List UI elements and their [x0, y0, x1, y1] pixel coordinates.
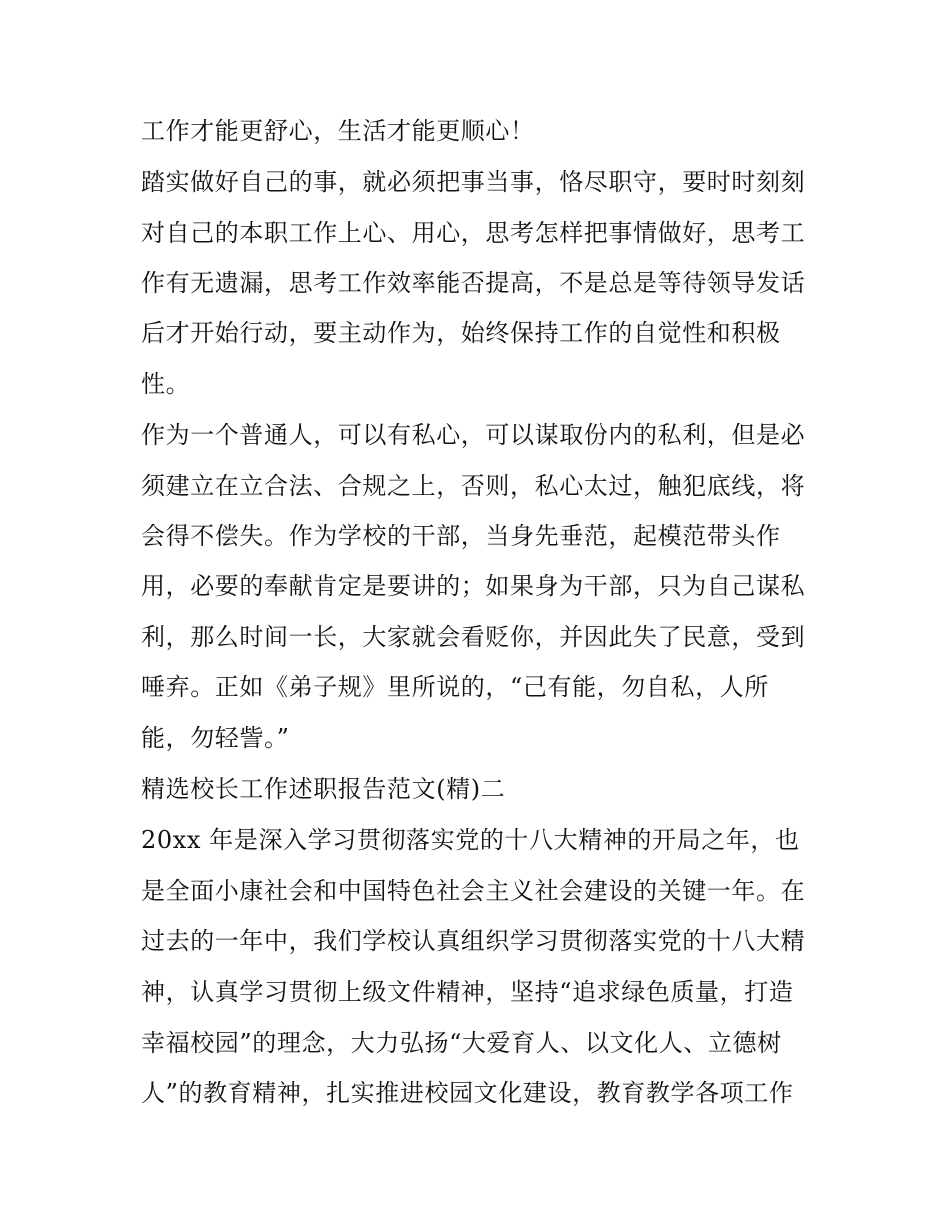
text-line: 是全面小康社会和中国特色社会主义社会建设的关键一年。在 [141, 877, 806, 905]
text-line: 人”的教育精神，扎实推进校园文化建设，教育教学各项工作 [141, 1079, 794, 1107]
text-line: 唾弃。正如《弟子规》里所说的，“己有能，勿自私，人所 [141, 673, 769, 701]
text-line: 作为一个普通人，可以有私心，可以谋取份内的私利，但是必 [141, 421, 806, 449]
text-line: 利，那么时间一长，大家就会看贬你，并因此失了民意，受到 [141, 623, 806, 651]
text-line: 作有无遗漏，思考工作效率能否提高，不是总是等待领导发话 [141, 269, 806, 297]
text-line: 对自己的本职工作上心、用心，思考怎样把事情做好，思考工 [141, 219, 806, 247]
text-line: 20xx 年是深入学习贯彻落实党的十八大精神的开局之年，也 [141, 826, 800, 854]
text-line: 性。 [141, 370, 191, 398]
text-line: 踏实做好自己的事，就必须把事当事，恪尽职守，要时时刻刻 [141, 168, 806, 196]
text-line: 用，必要的奉献肯定是要讲的；如果身为干部，只为自己谋私 [141, 572, 806, 600]
section-heading: 精选校长工作述职报告范文(精)二 [141, 775, 506, 803]
text-line: 过去的一年中，我们学校认真组织学习贯彻落实党的十八大精 [141, 927, 806, 955]
text-line: 工作才能更舒心，生活才能更顺心！ [141, 117, 535, 145]
text-line: 幸福校园”的理念，大力弘扬“大爱育人、以文化人、立德树 [141, 1029, 782, 1057]
text-line: 能，勿轻訾。” [141, 724, 290, 752]
text-line: 后才开始行动，要主动作为，始终保持工作的自觉性和积极 [141, 319, 781, 347]
text-line: 神，认真学习贯彻上级文件精神，坚持“追求绿色质量，打造 [141, 978, 794, 1006]
text-line: 会得不偿失。作为学校的干部，当身先垂范，起模范带头作 [141, 522, 781, 550]
text-line: 须建立在立合法、合规之上，否则，私心太过，触犯底线，将 [141, 472, 806, 500]
